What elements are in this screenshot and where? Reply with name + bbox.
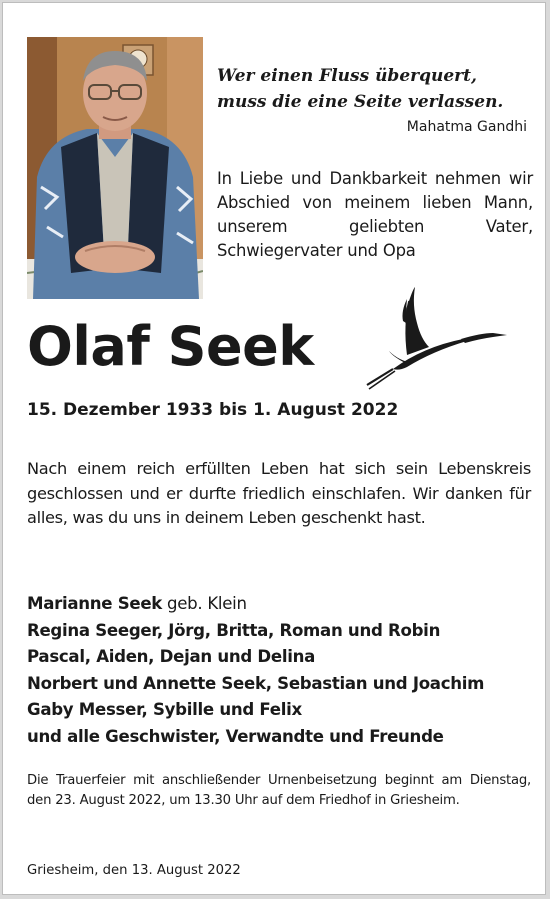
body-text: Nach einem reich erfüllten Leben hat sich sein Lebenskreis geschlossen und er durfte friedlich einschlafen. Wir danken für alles, was du uns in deinem Leben geschenkt hast. bbox=[27, 459, 531, 527]
funeral-info: Die Trauerfeier mit anschließender Urnenbeisetzung beginnt am Dienstag, den 23. August 2022, um 13.30 Uhr auf dem Friedhof in Griesheim. bbox=[27, 773, 531, 808]
obituary-card bbox=[2, 2, 546, 895]
deceased-name: Olaf Seek bbox=[27, 315, 314, 378]
family-line-3 bbox=[27, 644, 537, 671]
family-line-4 bbox=[27, 671, 537, 698]
family-line-6 bbox=[27, 724, 537, 751]
family-line-1-rest: geb. Klein bbox=[162, 594, 247, 613]
quote-block bbox=[217, 63, 527, 115]
family-line-2-names: Regina Seeger, Jörg, Britta, Roman und Robin bbox=[27, 620, 441, 640]
portrait-photo bbox=[27, 37, 203, 299]
family-list bbox=[27, 591, 537, 750]
crane-icon bbox=[363, 285, 513, 391]
family-line-1 bbox=[27, 591, 537, 618]
life-dates: 15. Dezember 1933 bis 1. August 2022 bbox=[27, 400, 399, 420]
place-date: Griesheim, den 13. August 2022 bbox=[27, 863, 241, 878]
family-line-3-names: Pascal, Aiden, Dejan und Delina bbox=[27, 647, 316, 666]
quote-author: Mahatma Gandhi bbox=[406, 119, 527, 135]
family-line-2 bbox=[27, 618, 537, 645]
family-line-4-names: Norbert und Annette Seek, Sebastian und Joachim bbox=[27, 673, 485, 693]
family-line-5 bbox=[27, 697, 537, 724]
quote-line-1: Wer einen Fluss überquert, bbox=[217, 66, 477, 86]
quote-line-2: muss die eine Seite verlassen. bbox=[217, 92, 504, 112]
family-line-6-names: und alle Geschwister, Verwandte und Freunde bbox=[27, 726, 444, 746]
family-line-5-names: Gaby Messer, Sybille und Felix bbox=[27, 700, 302, 719]
intro-text: In Liebe und Dankbarkeit nehmen wir Abschied von meinem lieben Mann, unserem geliebten Vater, Schwiegervater und Opa bbox=[217, 169, 533, 260]
family-line-1-name: Marianne Seek bbox=[27, 594, 163, 613]
portrait-illustration bbox=[27, 37, 203, 299]
